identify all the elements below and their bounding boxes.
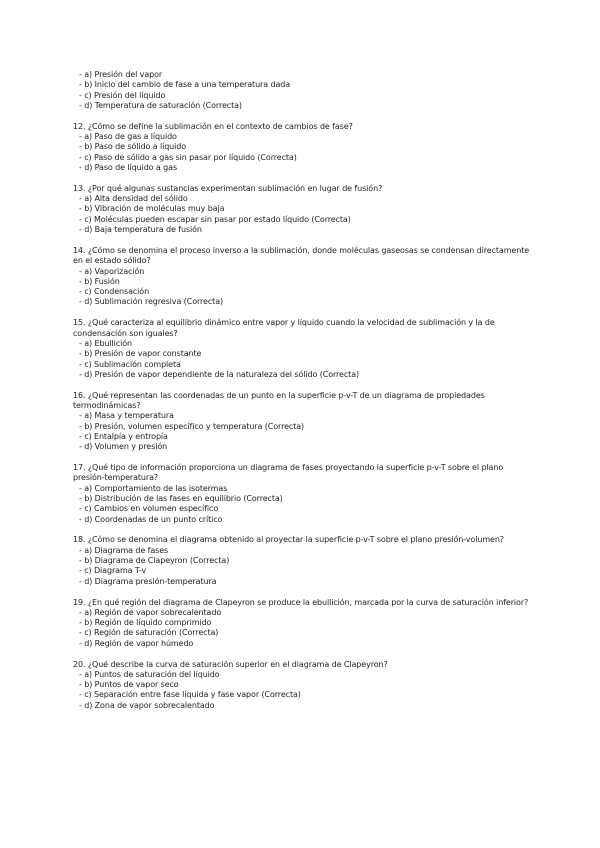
question-14: [73, 246, 533, 308]
option-d: - d) Presión de vapor dependiente de la naturaleza del sólido (Correcta): [79, 369, 360, 379]
question-18: [73, 535, 533, 586]
option-c: - c) Sublimación completa: [79, 359, 181, 369]
option-d: - d) Zona de vapor sobrecalentado: [79, 700, 215, 710]
option-d: - d) Temperatura de saturación (Correcta): [79, 100, 242, 110]
option-a: - a) Alta densidad del sólido: [79, 194, 188, 204]
question-13: [73, 184, 533, 235]
question-text: 16. ¿Qué representan las coordenadas de un punto en la superficie p-v-T de un diagrama de propiedades termodinámicas?: [73, 390, 485, 410]
option-c: - c) Moléculas pueden escapar sin pasar por estado líquido (Correcta): [79, 214, 351, 224]
question-text: 17. ¿Qué tipo de información proporciona un diagrama de fases proyectando la superficie p-v-T sobre el plano presión-temperatura?: [73, 463, 504, 483]
option-b: - b) Presión de vapor constante: [79, 349, 202, 359]
option-c: - c) Región de saturación (Correcta): [79, 628, 219, 638]
option-d: - d) Coordenadas de un punto crítico: [79, 514, 223, 524]
option-b: - b) Puntos de vapor seco: [79, 680, 179, 690]
option-d: - d) Paso de líquido a gas: [79, 162, 178, 172]
option-a: - a) Masa y temperatura: [79, 411, 174, 421]
question-text: 13. ¿Por qué algunas sustancias experimentan sublimación en lugar de fusión?: [73, 183, 383, 193]
document-page: [73, 70, 533, 711]
question-text: 18. ¿Cómo se denomina el diagrama obtenido al proyectar la superficie p-v-T sobre el plano presión-volumen?: [73, 535, 504, 545]
question-16: [73, 391, 533, 453]
question-text: 12. ¿Cómo se define la sublimación en el contexto de cambios de fase?: [73, 121, 353, 131]
question-17: [73, 463, 533, 525]
option-c: - c) Diagrama T-v: [79, 566, 147, 576]
option-d: - d) Baja temperatura de fusión: [79, 225, 202, 235]
option-b: - b) Presión, volumen específico y temperatura (Correcta): [79, 421, 305, 431]
option-d: - d) Diagrama presión-temperatura: [79, 576, 217, 586]
option-b: - b) Inicio del cambio de fase a una temperatura dada: [79, 80, 291, 90]
option-a: - a) Diagrama de fases: [79, 545, 169, 555]
question-19: [73, 598, 533, 649]
option-c: - c) Paso de sólido a gas sin pasar por líquido (Correcta): [79, 152, 297, 162]
option-b: - b) Distribución de las fases en equilibrio (Correcta): [79, 493, 283, 503]
question-text: 14. ¿Cómo se denomina el proceso inverso a la sublimación, donde moléculas gaseosas se condensan directamente en el estado sólido?: [73, 245, 530, 266]
question-text: 19. ¿En qué región del diagrama de Clapeyron se produce la ebullición, marcada por la curva de saturación inferior?: [73, 597, 529, 607]
question-12: [73, 122, 533, 173]
question-20: [73, 660, 533, 711]
intro-options: [73, 70, 533, 111]
option-a: - a) Ebullición: [79, 338, 132, 348]
option-d: - d) Volumen y presión: [79, 442, 168, 452]
option-d: - d) Sublimación regresiva (Correcta): [79, 297, 224, 307]
option-b: - b) Vibración de moléculas muy baja: [79, 204, 225, 214]
option-a: - a) Comportamiento de las isotermas: [79, 483, 228, 493]
option-b: - b) Paso de sólido a líquido: [79, 142, 187, 152]
option-a: - a) Puntos de saturación del líquido: [79, 669, 220, 679]
option-b: - b) Fusión: [79, 276, 120, 286]
option-a: - a) Paso de gas a líquido: [79, 132, 177, 142]
option-d: - d) Región de vapor húmedo: [79, 638, 194, 648]
question-text: 15. ¿Qué caracteriza al equilibrio dinámico entre vapor y líquido cuando la velocidad de sublimación y la de condensación son iguales?: [73, 318, 495, 338]
option-c: - c) Condensación: [79, 287, 150, 297]
question-15: [73, 318, 533, 380]
option-c: - c) Entalpía y entropía: [79, 431, 168, 441]
option-a: - a) Presión del vapor: [79, 70, 163, 79]
option-b: - b) Región de líquido comprimido: [79, 618, 212, 628]
option-c: - c) Presión del líquido: [79, 90, 166, 100]
option-b: - b) Diagrama de Clapeyron (Correcta): [79, 556, 230, 566]
question-text: 20. ¿Qué describe la curva de saturación superior en el diagrama de Clapeyron?: [73, 659, 388, 669]
option-c: - c) Separación entre fase líquida y fase vapor (Correcta): [79, 690, 301, 700]
option-a: - a) Vaporización: [79, 266, 145, 276]
option-a: - a) Región de vapor sobrecalentado: [79, 607, 222, 617]
option-c: - c) Cambios en volumen específico: [79, 504, 219, 514]
